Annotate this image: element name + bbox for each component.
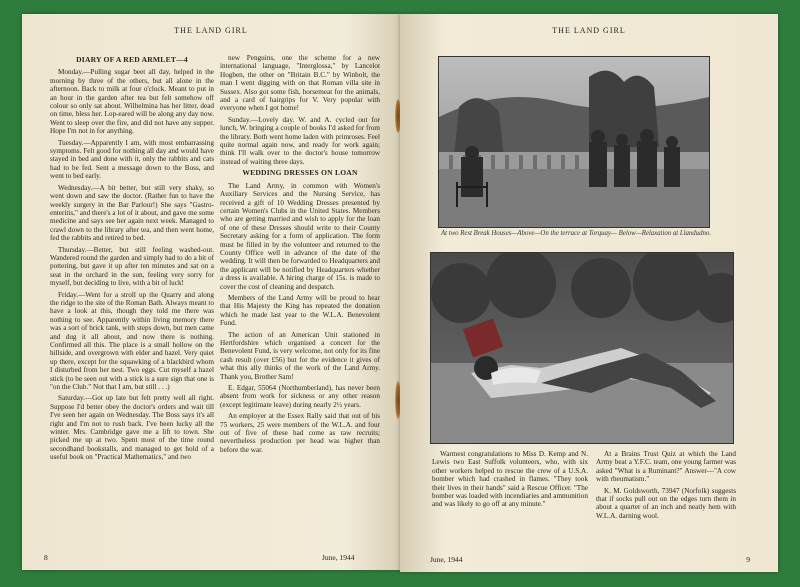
left-page xyxy=(22,14,400,570)
running-head-left: THE LAND GIRL xyxy=(174,26,248,35)
right-page xyxy=(400,14,778,572)
news-paragraph: E. Edgar, 55064 (Northumberland), has never been absent from work for sickness or any other reason (except legitimate leave) during nearly 2½ years. xyxy=(220,384,380,409)
diary-paragraph: Tuesday.—Apparently I am, with most embarrassing symptoms. Felt good for nothing all day and would have stayed in bed and done with it, only the rabbits and cats had to be fed. Sent a message down to the Boss, and went to bed early. xyxy=(50,138,214,181)
diary-paragraph: new Penguins, one the scheme for a new international language, "Interglossa," by Lancelot Hogben, the other on "Britain B.C." by Winbolt, the man I went digging with on that Roman villa site in Sussex. Also got some fish, horsemeat for the animals, and a card of hairgrips for V. Very popular with everyone when I got home! xyxy=(220,54,380,113)
diary-column xyxy=(50,54,214,465)
relaxation-photo xyxy=(430,252,734,444)
date-left: June, 1944 xyxy=(322,553,355,562)
brains-trust-column xyxy=(596,450,736,523)
diary-paragraph: Thursday.—Better, but still feeling washed-out. Wandered round the garden and simply had to do a bit of pottering, but gave it up after ten minutes and sat on a seat in the orchard in the sun, feeling very sorry for myself, but deciding to live, with a bit of luck! xyxy=(50,245,214,288)
date-right: June, 1944 xyxy=(430,555,463,564)
relaxation-photo-illustration xyxy=(431,253,733,443)
diary-paragraph: Saturday.—Got up late but felt pretty well all right. Suppose I'd better obey the doctor's orders and wait till I've seen her again on Wednesday. The Boss says it's all right and I'm not to rush back. I've been lucky all the winter. Mrs. Cambridge gave me a lift to town. She picked me up at two. Spent most of the time round secondhand bookstalls, and managed to get hold of a useful book on "Practical Mathematics," and two xyxy=(50,394,214,462)
news-paragraph: An employer at the Essex Rally said that out of his 75 workers, 25 were members of the W.L.A. and four out of five of these had come as raw recruits; nevertheless production per head was higher than before the war. xyxy=(220,412,380,454)
news-paragraph: The action of an American Unit stationed in Hertfordshire which organised a concert for the Benevolent Fund, is very welcome, not only for its fine cash result (over £56) but for the evidence it gives of what this ally thinks of the work of the Land Army. Thank you, Brother Sam! xyxy=(220,330,380,381)
diary-paragraph: Wednesday.—A bit better, but still very shaky, so went down and saw the doctor. (Rather fun to have the weekly surgery in the Bar Parlour!) She says "Gastro-enteritis," and there's a lot of it about, and gave me some medicine and says see her again next week. Managed to crawl down to the library after tea, and then went home, fed the rabbits and retired to bed. xyxy=(50,183,214,243)
news-paragraph: At a Brains Trust Quiz at which the Land Army beat a Y.F.C. team, one young farmer was asked "What is a Ruminant?" Answer—"A cow with rheumatism." xyxy=(596,450,736,484)
page-number-left: 8 xyxy=(44,553,48,562)
wedding-dresses-title: WEDDING DRESSES ON LOAN xyxy=(242,168,358,178)
news-paragraph: The Land Army, in common with Women's Auxiliary Services and the Nursing Service, has received a gift of 10 Wedding Dresses presented by certain Women's Clubs in the United States. Members who are getting married and wish to apply for the loan of one of these Dresses should write to their County Secretary asking for a form of application. The form must be filled in by the volunteer and returned to the County Office well in advance of the date of the wedding. It will then be forwarded to Headquarters and the applicant will be notified by Headquarters whether a dress is available. A hiring charge of 15s. is made to cover the cost of cleaning and despatch. xyxy=(220,181,380,291)
photo-caption: At two Rest Break Houses—Above—On the terrace at Torquay— Below—Relaxation at Llandudno. xyxy=(441,230,711,237)
congratulations-column xyxy=(432,450,588,512)
page-number-right: 9 xyxy=(746,555,750,564)
news-paragraph: Warmest congratulations to Miss D. Kemp and N. Lewis two East Suffolk volunteers, who, with six other workers helped to rescue the crew of a U.S.A. bomber which had crashed in flames. "They took their lives in their hands" said a Rescue Officer. "The bomber was loaded with incendiaries and ammunition and was likely to go off at any minute." xyxy=(432,450,588,509)
news-paragraph: Members of the Land Army will be proud to hear that His Majesty the King has repeated the donation which he made last year to the W.L.A. Benevolent Fund. xyxy=(220,293,380,328)
diary-paragraph: Friday.—Went for a stroll up the Quarry and along the ridge to the site of the Roman Bath. Always meant to have a look at this, though they told me there was nothing to see. Apparently within living memory there was a sort of brick tank, with steps down, but men came and dug it all about, and now there is nothing. Confirmed all this. The place is a small hollow on the hillside, and overgrown with elder and hazel. Very quiet up there, except for the squawking of a blackbird whom I disturbed from her nest. Two eggs. Cut myself a hazel stick (to be seen out with a stick is a sure sign that one is "on the Club." Not that I am, but still . . .) xyxy=(50,290,214,392)
diary-paragraph: Monday.—Pulling sugar beet all day, helped in the morning by three of the others, but all alone in the afternoon. Back to milk at four o'clock. Meant to put in an hour in the garden after tea but felt somehow off colour so only sat about. Wilhelmina has her litter, dead on time, bless her. Lop-eared will be along any day now. Went to sleep over the fire, and did not have any supper. Hope I'm not in for anything. xyxy=(50,68,214,136)
news-paragraph: K. M. Goldsworth, 73947 (Norfolk) suggests that if socks pull out on the edges turn them in about a quarter of an inch and neatly hem with W.L.A. darning wool. xyxy=(596,486,736,520)
diary-title: DIARY OF A RED ARMLET—4 xyxy=(76,55,188,64)
running-head-right: THE LAND GIRL xyxy=(552,26,626,35)
diary-paragraph: Sunday.—Lovely day. W. and A. cycled out for lunch, W. bringing a couple of books I'd asked for from the library. Both went home laden with primroses. Feel quite normal again now, and ready for work again; think I'll walk over to the doctor's house tomorrow instead of waiting three days. xyxy=(220,115,380,166)
second-column xyxy=(220,54,380,457)
terrace-photo xyxy=(438,56,710,228)
terrace-photo-illustration xyxy=(439,57,709,227)
